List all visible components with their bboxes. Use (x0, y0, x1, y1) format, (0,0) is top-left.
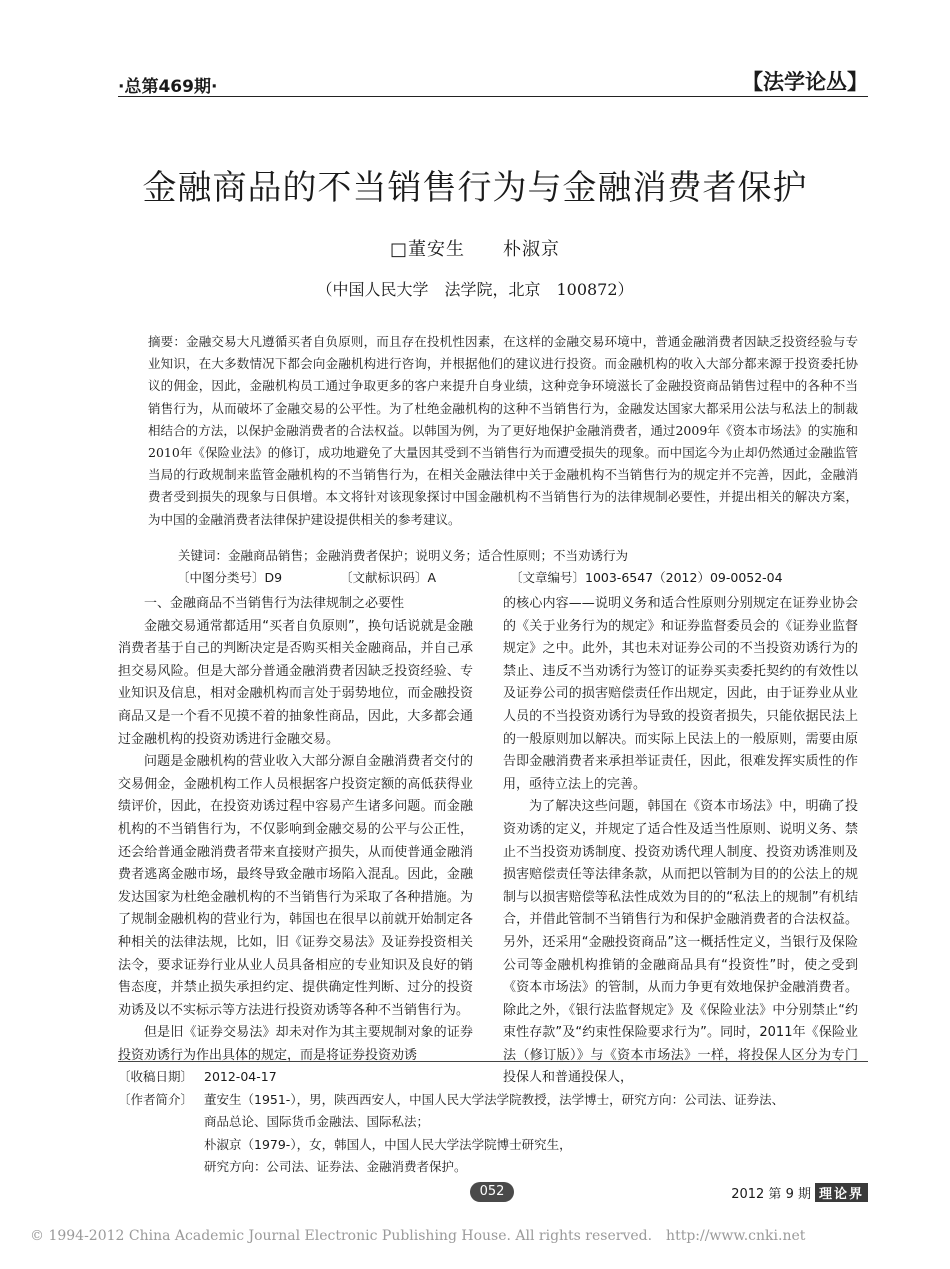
abstract (148, 331, 858, 531)
article-number: 〔文章编号〕1003-6547（2012）09-0052-04 (510, 570, 783, 585)
section-heading: 一、金融商品不当销售行为法律规制之必要性 (144, 596, 405, 611)
authors: □董安生 朴淑京 (389, 239, 560, 260)
body-column-right (503, 593, 858, 1090)
author-bio: 董安生（1951-），男，陕西西安人，中国人民大学法学院教授，法学博士，研究方向：公司法、证券法、 (204, 1091, 785, 1107)
year-issue: 2012 第 9 期 (731, 1187, 811, 1202)
received-date: 2012-04-17 (204, 1069, 277, 1084)
page-number: 052 (470, 1182, 514, 1202)
journal-info (731, 1183, 868, 1202)
body-column-left (118, 593, 473, 1067)
paragraph: 但是旧《证券交易法》却未对作为其主要规制对象的证券投资劝诱行为作出具体的规定，而是将证券投资劝诱 (118, 1025, 473, 1063)
journal-name: 理论界 (815, 1183, 868, 1202)
paragraph: 为了解决这些问题，韩国在《资本市场法》中，明确了投资劝诱的定义，并规定了适合性及适当性原则、说明义务、禁止不当投资劝诱制度、投资劝诱代理人制度、投资劝诱准则及损害赔偿责任等法律条款，从而把以管制为目的的公法上的规制与以损害赔偿等私法性成效为目的的“私法上的规制”有机结合，并借此管制不当销售行为和保护金融消费者的合法权益。另外，还采用“金融投资商品”这一概括性定义，当银行及保险公司等金融机构推销的金融商品具有“投资性”时，使之受到《资本市场法》的管制，从而力争更有效地保护金融消费者。除此之外，《银行法监督规定》及《保险业法》中分别禁止“约束性存款”及“约束性保险要求行为”。同时，2011年《保险业法（修订版）》与《资本市场法》一样，将投保人区分为专门投保人和普通投保人， (503, 799, 858, 1086)
paragraph: 问题是金融机构的营业收入大部分源自金融消费者交付的交易佣金，金融机构工作人员根据客户投资定额的高低获得业绩评价，因此，在投资劝诱过程中容易产生诸多问题。而金融机构的不当销售行为，不仅影响到金融交易的公平与公正性，还会给普通金融消费者带来直接财产损失，从而使普通金融消费者逃离金融市场，最终导致金融市场陷入混乱。因此，金融发达国家为杜绝金融机构的不当销售行为采取了各种措施。为了规制金融机构的营业行为，韩国也在很早以前就开始制定各种相关的法律法规，比如，旧《证券交易法》及证券投资相关法令，要求证券行业从业人员具备相应的专业知识及良好的销售态度，并禁止损失承担约定、提供确定性判断、过分的投资劝诱及以不实标示等方法进行投资劝诱等各种不当销售行为。 (118, 754, 473, 1018)
paragraph: 金融交易通常都适用“买者自负原则”，换句话说就是金融消费者基于自己的判断决定是否购买相关金融商品，并自己承担交易风险。但是大部分普通金融消费者因缺乏投资经验、专业知识及信息，相对金融机构而言处于弱势地位，而金融投资商品又是一个看不见摸不着的抽象性商品，因此，大多都会通过金融机构的投资劝诱进行金融交易。 (118, 618, 473, 747)
author-bio: 朴淑京（1979-），女，韩国人，中国人民大学法学院博士研究生， (204, 1136, 572, 1152)
footnote (118, 1066, 868, 1179)
author-bio-cont: 研究方向：公司法、证券法、金融消费者保护。 (204, 1159, 467, 1174)
clc-number: 〔中图分类号〕D9 (177, 570, 283, 585)
copyright-notice: © 1994-2012 China Academic Journal Electronic Publishing House. All rights reserved. http://www.cnki.net (30, 1228, 806, 1244)
bio-label: 〔作者简介〕 (118, 1091, 194, 1107)
author-bio-cont: 商品总论、国际货币金融法、国际私法； (204, 1114, 430, 1129)
header-rule (118, 96, 868, 97)
abstract-label: 摘要： (148, 334, 187, 349)
abstract-text: 金融交易大凡遵循买者自负原则，而且存在投机性因素，在这样的金融交易环境中，普通金融消费者因缺乏投资经验与专业知识，在大多数情况下都会向金融机构进行咨询，并根据他们的建议进行投资。而金融机构的收入大部分都来源于投资委托协议的佣金，因此，金融机构员工通过争取更多的客户来提升自身业绩，这种竞争环境滋长了金融投资商品销售过程中的各种不当销售行为，从而破坏了金融交易的公平性。为了杜绝金融机构的这种不当销售行为，金融发达国家大都采用公法与私法上的制裁相结合的方法，以保护金融消费者的合法权益。以韩国为例，为了更好地保护金融消费者，通过2009年《资本市场法》的实施和2010年《保险业法》的修订，成功地避免了大量因其受到不当销售行为而遭受损失的现象。而中国迄今为止却仍然通过金融监管当局的行政规制来监管金融机构的不当销售行为，在相关金融法律中关于金融机构不当销售行为的规定并不完善，因此，金融消费者受到损失的现象与日俱增。本文将针对该现象探讨中国金融机构不当销售行为的法律规制必要性，并提出相关的解决方案，为中国的金融消费者法律保护建设提供相关的参考建议。 (148, 334, 858, 527)
document-code: 〔文献标识码〕A (340, 570, 437, 585)
received-label: 〔收稿日期〕 (118, 1069, 194, 1084)
section-label: 【法学论丛】 (742, 70, 868, 94)
affiliation: （中国人民大学 法学院，北京 100872） (316, 280, 634, 299)
article-title: 金融商品的不当销售行为与金融消费者保护 (142, 168, 808, 208)
issue-label: ·总第469期· (118, 77, 218, 97)
keywords: 关键词：金融商品销售；金融消费者保护；说明义务；适合性原则；不当劝诱行为 (178, 548, 629, 563)
paragraph: 的核心内容——说明义务和适合性原则分别规定在证券业协会的《关于业务行为的规定》和证券监督委员会的《证券业监督规定》之中。此外，其也未对证券公司的不当投资劝诱行为的禁止、违反不当劝诱行为签订的证券买卖委托契约的有效性以及证券公司的损害赔偿责任作出规定，因此，由于证券业从业人员的不当投资劝诱行为导致的投资者损失，只能依据民法上的一般原则加以解决。而实际上民法上的一般原则，需要由原告即金融消费者来承担举证责任，因此，很难发挥实质性的作用，亟待立法上的完善。 (503, 596, 858, 792)
footnote-rule (118, 1061, 868, 1062)
